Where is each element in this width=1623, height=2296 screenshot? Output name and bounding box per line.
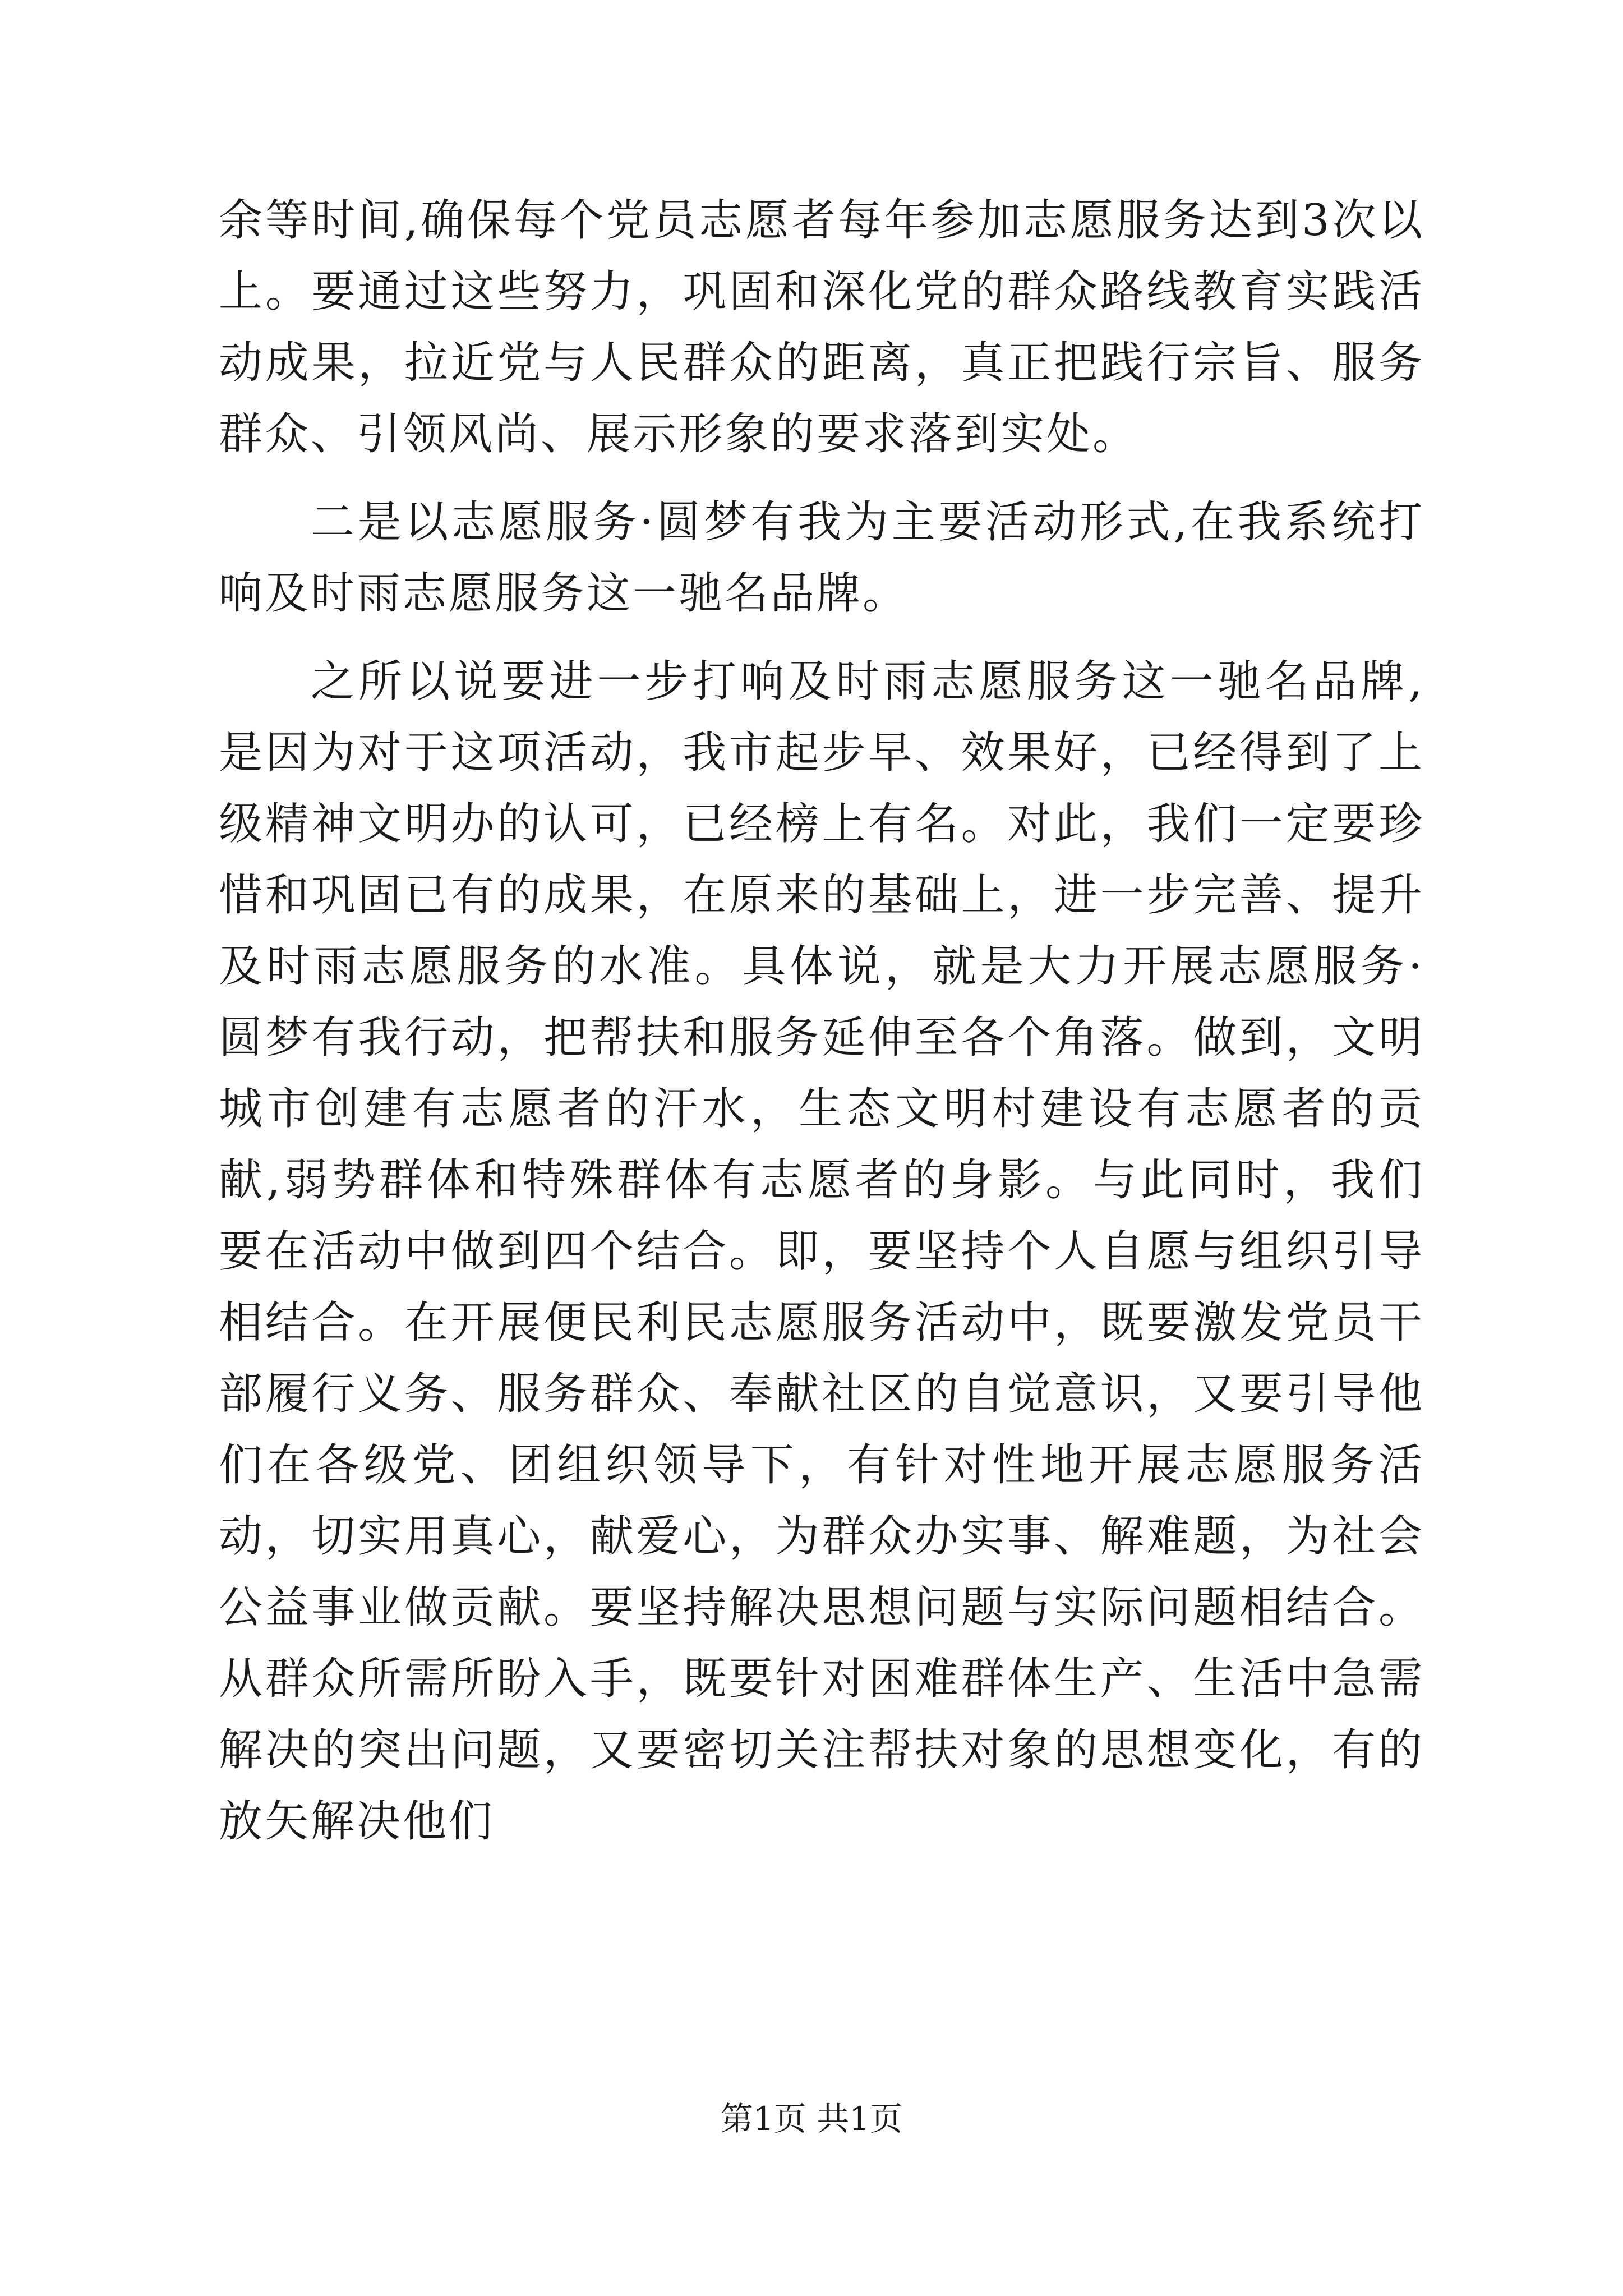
page-footer: 第1页 共1页 <box>720 2100 903 2138</box>
document-body <box>219 185 1424 1857</box>
paragraph-2: 二是以志愿服务·圆梦有我为主要活动形式,在我系统打响及时雨志愿服务这一驰名品牌。 <box>219 497 1424 619</box>
paragraph-3: 之所以说要进一步打响及时雨志愿服务这一驰名品牌,是因为对于这项活动，我市起步早、效果好，已经得到了上级精神文明办的认可，已经榜上有名。对此，我们一定要珍惜和巩固已有的成果，在原来的基础上，进一步完善、提升及时雨志愿服务的水准。具体说，就是大力开展志愿服务·圆梦有我行动，把帮扶和服务延伸至各个角落。做到，文明城市创建有志愿者的汗水，生态文明村建设有志愿者的贡献,弱势群体和特殊群体有志愿者的身影。与此同时，我们要在活动中做到四个结合。即，要坚持个人自愿与组织引导相结合。在开展便民利民志愿服务活动中，既要激发党员干部履行义务、服务群众、奉献社区的自觉意识，又要引导他们在各级党、团组织领导下，有针对性地开展志愿服务活动，切实用真心，献爱心，为群众办实事、解难题，为社会公益事业做贡献。要坚持解决思想问题与实际问题相结合。从群众所需所盼入手，既要针对困难群体生产、生活中急需解决的突出问题，又要密切关注帮扶对象的思想变化，有的放矢解决他们 <box>219 656 1424 1847</box>
paragraph-1: 余等时间,确保每个党员志愿者每年参加志愿服务达到3次以上。要通过这些努力，巩固和深化党的群众路线教育实践活动成果，拉近党与人民群众的距离，真正把践行宗旨、服务群众、引领风尚、展示形象的要求落到实处。 <box>219 195 1424 459</box>
